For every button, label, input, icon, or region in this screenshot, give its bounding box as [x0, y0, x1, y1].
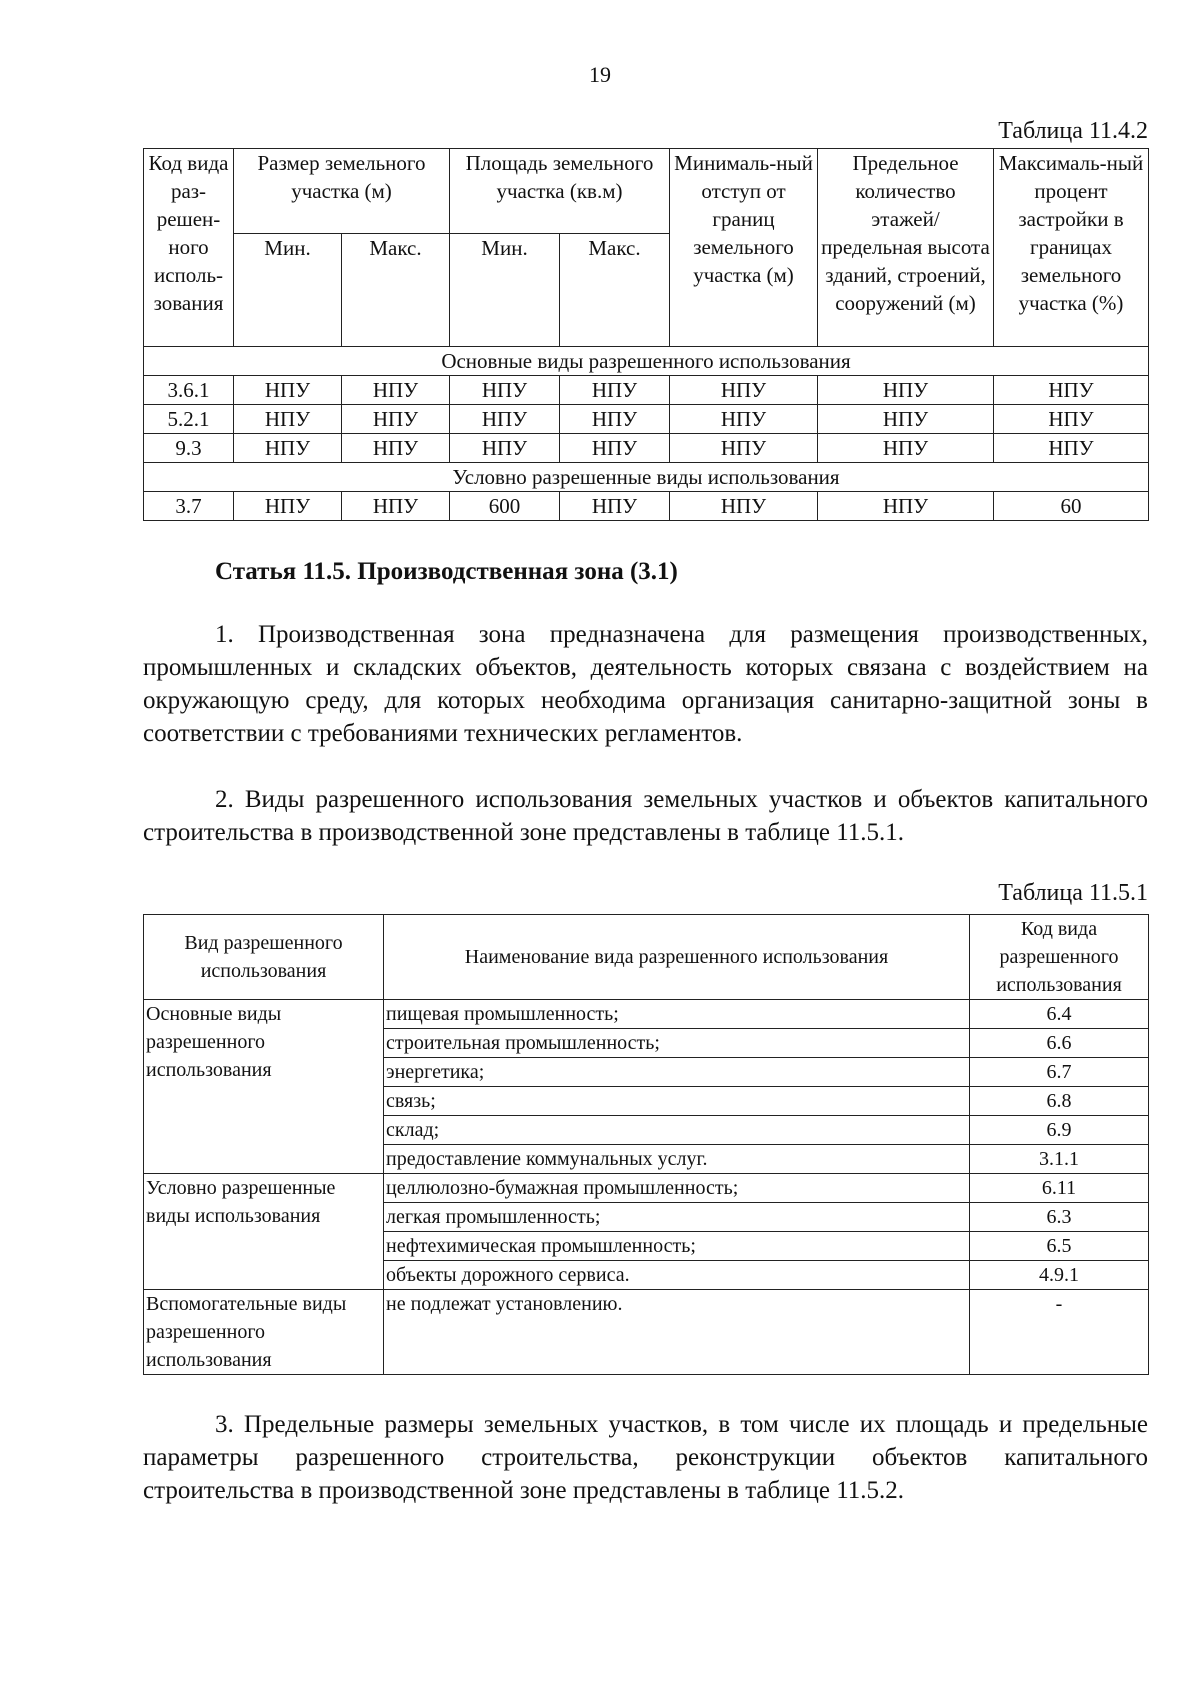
- table-cell: НПУ: [818, 434, 994, 463]
- table-cell: НПУ: [234, 492, 342, 521]
- page-number: 19: [589, 62, 611, 87]
- table-11-5-1-caption: Таблица 11.5.1: [998, 880, 1148, 906]
- table-cell: НПУ: [560, 405, 670, 434]
- use-code: 4.9.1: [970, 1261, 1149, 1290]
- section-conditional: Условно разрешенные виды использования: [144, 463, 1149, 492]
- table-11-4-2: [143, 148, 1149, 521]
- paragraph-2: 2. Виды разрешенного использования земельных участков и объектов капитального строительства в производственной зоне представлены в таблице 11.5.1.: [143, 786, 1148, 846]
- table-11-4-2-caption: Таблица 11.4.2: [998, 118, 1148, 144]
- table-cell: НПУ: [560, 376, 670, 405]
- table-cell: НПУ: [994, 434, 1149, 463]
- use-name: энергетика;: [384, 1058, 970, 1087]
- table-row: [144, 1290, 1149, 1375]
- table-cell: НПУ: [234, 434, 342, 463]
- table-cell: НПУ: [818, 492, 994, 521]
- use-name: объекты дорожного сервиса.: [384, 1261, 970, 1290]
- table-cell: НПУ: [670, 492, 818, 521]
- use-code: 6.9: [970, 1116, 1149, 1145]
- table-cell: НПУ: [342, 434, 450, 463]
- header-code: Код вида раз-решен-ного исполь-зования: [144, 149, 234, 347]
- group-label: Вспомогательные виды разрешенного использования: [144, 1290, 384, 1375]
- table-cell: 3.6.1: [144, 376, 234, 405]
- table-cell: НПУ: [560, 434, 670, 463]
- table-cell: НПУ: [234, 376, 342, 405]
- table-cell: НПУ: [994, 405, 1149, 434]
- use-name: строительная промышленность;: [384, 1029, 970, 1058]
- use-code: 6.5: [970, 1232, 1149, 1261]
- table-cell: НПУ: [818, 405, 994, 434]
- header-size: Размер земельного участка (м): [234, 149, 450, 234]
- header-area-max: Макс.: [560, 234, 670, 347]
- use-code: 6.11: [970, 1174, 1149, 1203]
- table-cell: НПУ: [670, 434, 818, 463]
- use-name: предоставление коммунальных услуг.: [384, 1145, 970, 1174]
- header-setback: Минималь-ный отступ от границ земельного участка (м): [670, 149, 818, 347]
- use-name: целлюлозно-бумажная промышленность;: [384, 1174, 970, 1203]
- use-name: пищевая промышленность;: [384, 1000, 970, 1029]
- use-name: не подлежат установлению.: [384, 1290, 970, 1375]
- header-size-max: Макс.: [342, 234, 450, 347]
- use-code: 6.7: [970, 1058, 1149, 1087]
- table-row: [144, 1000, 1149, 1029]
- header-type: Вид разрешенного использования: [144, 915, 384, 1000]
- group-label: Условно разрешенные виды использования: [144, 1174, 384, 1290]
- table-cell: НПУ: [234, 405, 342, 434]
- table-cell: 600: [450, 492, 560, 521]
- use-code: 6.6: [970, 1029, 1149, 1058]
- table-cell: НПУ: [450, 405, 560, 434]
- table-cell: 3.7: [144, 492, 234, 521]
- use-code: 3.1.1: [970, 1145, 1149, 1174]
- header-floors: Предельное количество этажей/ предельная высота зданий, строений, сооружений (м): [818, 149, 994, 347]
- table-cell: 9.3: [144, 434, 234, 463]
- table-row: [144, 1174, 1149, 1203]
- section-main: Основные виды разрешенного использования: [144, 347, 1149, 376]
- article-heading: Статья 11.5. Производственная зона (3.1): [215, 558, 678, 585]
- table-cell: 5.2.1: [144, 405, 234, 434]
- table-row: [144, 405, 1149, 434]
- table-cell: НПУ: [450, 434, 560, 463]
- paragraph-1: 1. Производственная зона предназначена для размещения производственных, промышленных и складских объектов, деятельность которых связана с воздействием на окружающую среду, для которых необходима организация санитарно-защитной зоны в соответствии с требованиями технических регламентов.: [143, 621, 1148, 747]
- header-name: Наименование вида разрешенного использования: [384, 915, 970, 1000]
- table-cell: НПУ: [818, 376, 994, 405]
- header-size-min: Мин.: [234, 234, 342, 347]
- use-name: связь;: [384, 1087, 970, 1116]
- header-area: Площадь земельного участка (кв.м): [450, 149, 670, 234]
- use-name: склад;: [384, 1116, 970, 1145]
- use-name: нефтехимическая промышленность;: [384, 1232, 970, 1261]
- table-cell: НПУ: [450, 376, 560, 405]
- table-row: [144, 492, 1149, 521]
- use-name: легкая промышленность;: [384, 1203, 970, 1232]
- group-label: Основные виды разрешенного использования: [144, 1000, 384, 1174]
- table-row: [144, 434, 1149, 463]
- header-area-min: Мин.: [450, 234, 560, 347]
- use-code: 6.3: [970, 1203, 1149, 1232]
- table-cell: НПУ: [994, 376, 1149, 405]
- table-cell: НПУ: [342, 376, 450, 405]
- use-code: 6.8: [970, 1087, 1149, 1116]
- table-cell: НПУ: [670, 376, 818, 405]
- table-cell: НПУ: [342, 492, 450, 521]
- table-cell: НПУ: [670, 405, 818, 434]
- table-row: [144, 376, 1149, 405]
- paragraph-3: 3. Предельные размеры земельных участков, в том числе их площадь и предельные параметры разрешенного строительства, реконструкции объектов капитального строительства в производственной зоне представлены в таблице 11.5.2.: [143, 1411, 1148, 1504]
- use-code: -: [970, 1290, 1149, 1375]
- table-cell: НПУ: [560, 492, 670, 521]
- header-code: Код вида разрешенного использования: [970, 915, 1149, 1000]
- header-coverage: Максималь-ный процент застройки в границах земельного участка (%): [994, 149, 1149, 347]
- use-code: 6.4: [970, 1000, 1149, 1029]
- table-11-5-1: [143, 914, 1149, 1375]
- table-cell: НПУ: [342, 405, 450, 434]
- table-cell: 60: [994, 492, 1149, 521]
